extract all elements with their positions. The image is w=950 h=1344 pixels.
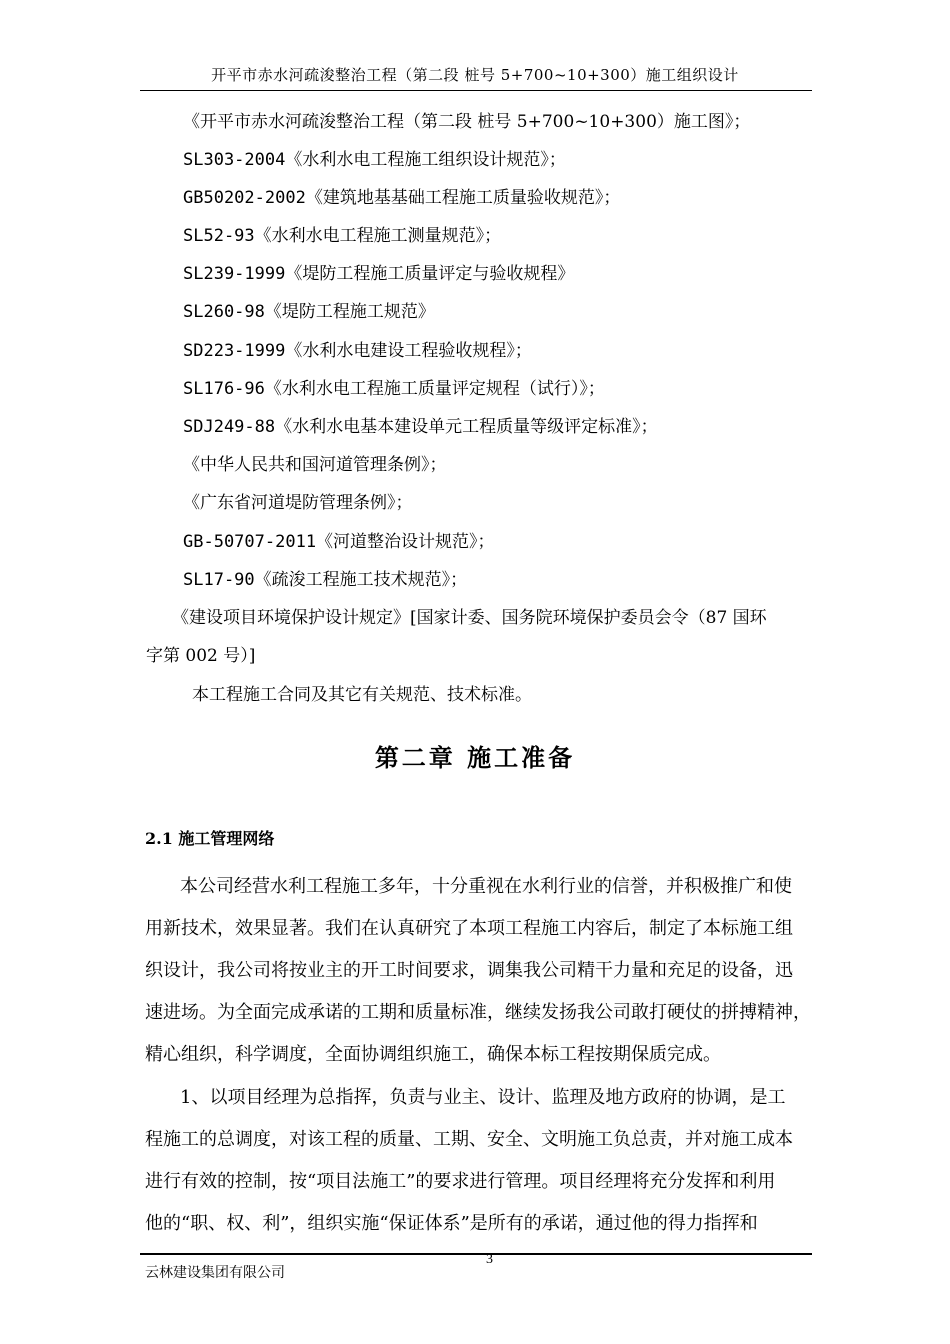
reference-item: SL303-2004《水利水电工程施工组织设计规范》； <box>183 150 566 170</box>
reference-item-env-line1: 《建设项目环境保护设计规定》[国家计委、国务院环境保护委员会令（87 国环 <box>172 608 767 628</box>
paragraph-line: 1、以项目经理为总指挥，负责与业主、设计、监理及地方政府的协调，是工 <box>180 1087 786 1108</box>
chapter-title: 第二章 施工准备 <box>374 743 576 772</box>
reference-item: GB50202-2002《建筑地基基础工程施工质量验收规范》； <box>183 188 621 208</box>
paragraph-line: 速进场。为全面完成承诺的工期和质量标准，继续发扬我公司敢打硬仗的拼搏精神， <box>145 1002 811 1023</box>
paragraph-line: 织设计，我公司将按业主的开工时间要求，调集我公司精干力量和充足的设备，迅 <box>145 960 793 981</box>
reference-item: SDJ249-88《水利水电基本建设单元工程质量等级评定标准》； <box>183 417 658 437</box>
reference-item: SL52-93《水利水电工程施工测量规范》； <box>183 226 502 246</box>
footer-divider <box>140 1253 812 1255</box>
paragraph-line: 精心组织，科学调度，全面协调组织施工，确保本标工程按期保质完成。 <box>145 1044 721 1065</box>
page-number: 3 <box>486 1252 493 1267</box>
paragraph-line: 进行有效的控制，按“项目法施工”的要求进行管理。项目经理将充分发挥和利用 <box>145 1171 776 1192</box>
paragraph-line: 他的“职、权、利”，组织实施“保证体系”是所有的承诺，通过他的得力指挥和 <box>145 1213 758 1234</box>
paragraph-line: 本公司经营水利工程施工多年，十分重视在水利行业的信誉，并积极推广和使 <box>180 876 792 897</box>
reference-item: 《广东省河道堤防管理条例》； <box>183 493 413 513</box>
reference-item: GB-50707-2011《河道整治设计规范》； <box>183 532 495 552</box>
paragraph-line: 程施工的总调度，对该工程的质量、工期、安全、文明施工负总责，并对施工成本 <box>145 1129 793 1150</box>
reference-item: SL239-1999《堤防工程施工质量评定与验收规程》 <box>183 264 575 284</box>
footer-company: 云林建设集团有限公司 <box>145 1265 285 1281</box>
reference-item: SL176-96《水利水电工程施工质量评定规程（试行）》； <box>183 379 605 399</box>
reference-item: SL17-90《疏浚工程施工技术规范》； <box>183 570 468 590</box>
reference-item: SD223-1999《水利水电建设工程验收规程》； <box>183 341 532 361</box>
paragraph-line: 用新技术，效果显著。我们在认真研究了本项工程施工内容后，制定了本标施工组 <box>145 918 793 939</box>
header-divider <box>140 90 812 91</box>
reference-item: SL260-98《堤防工程施工规范》 <box>183 302 435 322</box>
reference-item-other: 本工程施工合同及其它有关规范、技术标准。 <box>192 685 532 705</box>
page-header-title: 开平市赤水河疏浚整治工程（第二段 桩号 5+700~10+300）施工组织设计 <box>211 66 739 84</box>
section-heading: 2.1 施工管理网络 <box>145 829 275 848</box>
reference-item-env-line2: 字第 002 号）] <box>146 646 256 666</box>
reference-item: 《中华人民共和国河道管理条例》； <box>183 455 447 475</box>
reference-item: 《开平市赤水河疏浚整治工程（第二段 桩号 5+700~10+300）施工图》； <box>183 112 751 132</box>
